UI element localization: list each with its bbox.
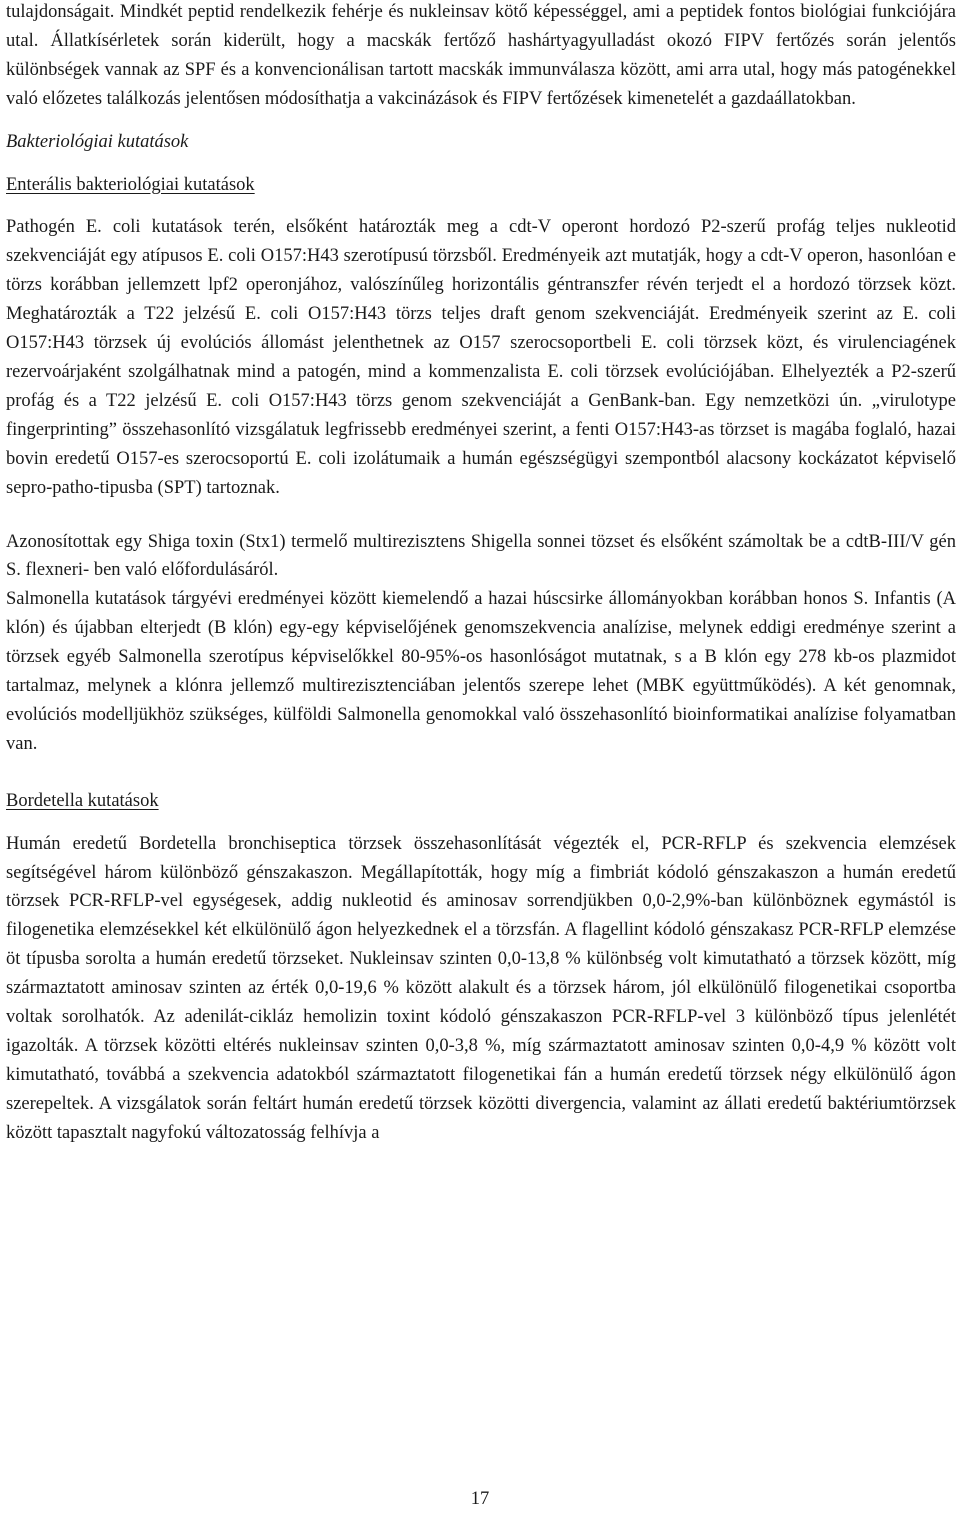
spacer: [6, 157, 956, 171]
page-number: 17: [470, 1489, 490, 1509]
paragraph-ecoli: Pathogén E. coli kutatások terén, elsőként határozták meg a cdt-V operont hordozó P2-szerű profág teljes nukleotid szekvenciáját egy atípusos E. coli O157:H43 szerotípusú törzsből. Eredményeik azt mutatják, hogy a cdt-V operon, hasonlóan e törzs korábban jellemzett lpf2 operonjához, valószínűleg horizontális géntranszfer révén terjedt el a hordozó törzsek közt. Meghatározták a T22 jelzésű E. coli O157:H43 törzs teljes draft genom szekvenciáját. Eredményeik szerint az E. coli O157:H43 törzsek új evolúciós állomást jelenthetnek az O157 szerocsoportbeli E. coli törzsek közt, és virulenciagének rezervoárjaként szolgálhatnak mind a patogén, mind a kommenzalista E. coli törzsek evolúciójában. Elhelyezték a P2-szerű profág és a T22 jelzésű E. coli O157:H43 törzs genom szekvenciáját a GenBank-ban. Egy nemzetközi ún. „virulotype fingerprinting” összehasonlító vizsgálatuk legfrissebb eredményei szerint, a fenti O157:H43-as törzset is magába foglaló, hazai bovin eredetű O157-es szerocsoportú E. coli izolátumaik a humán egészségügyi szempontból alacsony kockázatot képviselő sepro-patho-tipusba (SPT) tartoznak.: [6, 217, 956, 498]
paragraph-salmonella: Salmonella kutatások tárgyévi eredményei között kiemelendő a hazai húscsirke állományokban korábban honos S. Infantis (A klón) és újabban elterjedt (B klón) egy-egy képviselőjének genomszekvencia analízise, melynek eddigi eredménye szerint a törzsek egyéb Salmonella szerotípus képviselőkkel 80-95%-os hasonlóságot mutatnak, s a B klón egy 278 kb-os plazmidot tartalmaz, melynek a klónra jellemző multirezisztenciában jelentős szerepe lehet (MBK együttműködés). A két genomnak, evolúciós modelljükhöz szükséges, külföldi Salmonella genomokkal való összehasonlító bioinformatikai analízise folyamatban van.: [6, 589, 956, 754]
paragraph-bordetella: Humán eredetű Bordetella bronchiseptica törzsek összehasonlítását végezték el, PCR-RFLP és szekvencia elemzések segítségével három különböző génszakaszon. Megállapították, hogy míg a fimbriát kódoló génszakaszon a humán eredetű törzsek PCR-RFLP-vel egységesek, addig nukleotid és aminosav sorrendjükben 0,0-2,9%-ban különböznek egymástól is filogenetika elemzésekkel két elkülönülő ágon helyezkednek el a törzsfán. A flagellint kódoló génszakasz PCR-RFLP elemzése öt típusba sorolta a humán eredetű törzseket. Nukleinsav szinten 0,0-13,8 % különbség volt kimutatható a törzsek között, míg származtatott aminosav szinten az érték 0,0-19,6 % között alakult és a törzsek három, jól elkülönülő filogenetikai csoportba voltak sorolhatók. Az adenilát-cikláz hemolizin toxint kódoló génszakaszon PCR-RFLP-vel 3 különböző típus jelenlétét igazolták. A törzsek közötti eltérés nukleinsav szinten 0,0-3,8 %, míg származtatott aminosav szinten 0,0-4,9 % között volt kimutatható, továbbá a szekvencia adatokból származtatott filogenetikai fán a humán eredetű törzsek négy elkülönülő ágon szerepeltek. A vizsgálatok során feltárt humán eredetű törzsek közötti divergencia, valamint az állati eredetű baktériumtörzsek között tapasztalt nagyfokú változatosság felhívja a: [6, 833, 956, 1143]
paragraph-shigella: Azonosítottak egy Shiga toxin (Stx1) termelő multirezisztens Shigella sonnei tözset és elsőként számoltak be a cdtB-III/V gén S. flexneri- ben való előfordulásáról.: [6, 531, 956, 581]
document-page: [6, 0, 956, 1148]
spacer: [6, 199, 956, 213]
section-heading-bacteriology: Bakteriológiai kutatások: [6, 131, 189, 152]
spacer: [6, 114, 956, 128]
spacer: [6, 816, 956, 830]
subsection-heading-enteral: Enterális bakteriológiai kutatások: [6, 174, 255, 195]
paragraph-fipv-intro: tulajdonságait. Mindkét peptid rendelkezik fehérje és nukleinsav kötő képességgel, ami a peptidek fontos biológiai funkciójára utal. Állatkísérletek során kiderült, hogy a macskák fertőző hashártyagyulladást okozó FIPV fertőzés során jelentős különbségek vannak az SPF és a konvencionálisan tartott macskák immunválasza között, ami arra utal, hogy más patogénekkel való előzetes találkozás jelentősen módosíthatja a vakcinázások és FIPV fertőzések kimenetelét a gazdaállatokban.: [6, 2, 956, 109]
subsection-heading-bordetella: Bordetella kutatások: [6, 790, 159, 811]
spacer: [6, 759, 956, 787]
spacer: [6, 503, 956, 528]
